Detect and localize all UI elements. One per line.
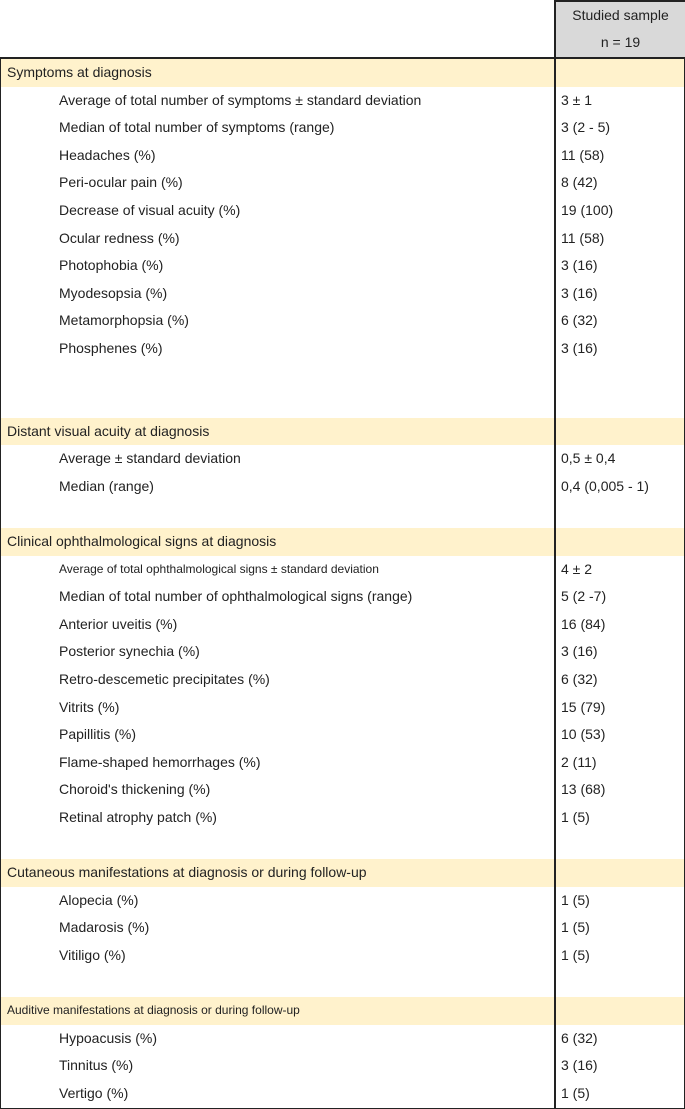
blank-cell	[1, 390, 554, 418]
row-label: Photophobia (%)	[59, 257, 164, 274]
blank-row	[1, 390, 684, 418]
row-label: Average of total number of symptoms ± standard deviation	[59, 91, 422, 108]
table-row	[1, 583, 684, 611]
row-value: 3 (16)	[554, 252, 684, 280]
blank-cell	[554, 390, 684, 418]
section-value-cell	[554, 997, 684, 1025]
column-header-title: Studied sample	[572, 7, 669, 23]
row-label: Hypoacusis (%)	[59, 1029, 158, 1046]
row-label: Alopecia (%)	[59, 891, 139, 908]
table-row	[1, 1025, 684, 1053]
table-row	[1, 1080, 684, 1108]
row-value: 19 (100)	[554, 197, 684, 225]
column-header-n: n = 19	[600, 34, 641, 50]
row-label: Madarosis (%)	[59, 919, 150, 936]
blank-row	[1, 970, 684, 998]
table-row	[1, 887, 684, 915]
row-value: 1 (5)	[554, 887, 684, 915]
table-row	[1, 87, 684, 115]
row-value: 3 (2 - 5)	[554, 114, 684, 142]
table-row	[1, 914, 684, 942]
row-label: Posterior synechia (%)	[59, 643, 200, 660]
table-row	[1, 611, 684, 639]
row-label: Tinnitus (%)	[59, 1057, 134, 1074]
row-label: Retinal atrophy patch (%)	[59, 809, 217, 826]
blank-cell	[1, 970, 554, 998]
row-label: Myodesopsia (%)	[59, 284, 168, 301]
row-value: 3 (16)	[554, 335, 684, 363]
table-row	[1, 638, 684, 666]
section-header-row	[1, 418, 684, 446]
row-label: Peri-ocular pain (%)	[59, 174, 183, 191]
row-value: 6 (32)	[554, 1025, 684, 1053]
row-value: 3 (16)	[554, 638, 684, 666]
table-row	[1, 776, 684, 804]
row-label: Anterior uveitis (%)	[59, 615, 178, 632]
column-header-studied-sample	[554, 0, 685, 58]
row-value: 2 (11)	[554, 749, 684, 777]
section-header-row	[1, 59, 684, 87]
section-value-cell	[554, 418, 684, 446]
row-label: Average ± standard deviation	[59, 450, 241, 467]
table-row	[1, 335, 684, 363]
blank-row	[1, 363, 684, 391]
blank-cell	[1, 501, 554, 529]
table-row	[1, 197, 684, 225]
row-label: Papillitis (%)	[59, 726, 137, 743]
row-value: 3 (16)	[554, 280, 684, 308]
table-row	[1, 721, 684, 749]
row-label: Headaches (%)	[59, 146, 156, 163]
blank-cell	[554, 501, 684, 529]
table-row	[1, 307, 684, 335]
row-value: 13 (68)	[554, 776, 684, 804]
row-value: 11 (58)	[554, 142, 684, 170]
row-label: Ocular redness (%)	[59, 229, 180, 246]
row-value: 1 (5)	[554, 804, 684, 832]
row-label: Retro-descemetic precipitates (%)	[59, 671, 270, 688]
row-value: 1 (5)	[554, 1080, 684, 1108]
row-label: Phosphenes (%)	[59, 339, 163, 356]
blank-cell	[1, 363, 554, 391]
row-label: Median (range)	[59, 477, 154, 494]
section-title: Cutaneous manifestations at diagnosis or during follow-up	[1, 859, 554, 887]
table-row	[1, 225, 684, 253]
row-value: 6 (32)	[554, 307, 684, 335]
row-value: 11 (58)	[554, 225, 684, 253]
row-value: 1 (5)	[554, 914, 684, 942]
blank-row	[1, 832, 684, 860]
row-value: 10 (53)	[554, 721, 684, 749]
table-row	[1, 694, 684, 722]
row-value: 3 (16)	[554, 1052, 684, 1080]
row-label: Median of total number of ophthalmological signs (range)	[59, 588, 413, 605]
row-value: 16 (84)	[554, 611, 684, 639]
table-row	[1, 556, 684, 584]
section-title: Symptoms at diagnosis	[1, 59, 554, 87]
row-label: Vitiligo (%)	[59, 947, 126, 963]
row-value: 0,5 ± 0,4	[554, 445, 684, 473]
table-row	[1, 942, 684, 970]
table-row	[1, 142, 684, 170]
table-row	[1, 114, 684, 142]
row-label: Flame-shaped hemorrhages (%)	[59, 753, 261, 770]
row-value: 8 (42)	[554, 169, 684, 197]
section-header-row	[1, 997, 684, 1025]
row-value: 15 (79)	[554, 694, 684, 722]
section-value-cell	[554, 859, 684, 887]
results-table	[0, 57, 685, 1109]
table-row	[1, 445, 684, 473]
table-row	[1, 280, 684, 308]
table-row	[1, 749, 684, 777]
table-row	[1, 666, 684, 694]
row-value: 3 ± 1	[554, 87, 684, 115]
blank-cell	[554, 970, 684, 998]
table-row	[1, 252, 684, 280]
row-label: Vertigo (%)	[59, 1084, 129, 1101]
section-value-cell	[554, 59, 684, 87]
table-row	[1, 169, 684, 197]
blank-cell	[554, 832, 684, 860]
row-label: Metamorphopsia (%)	[59, 312, 189, 329]
row-value: 6 (32)	[554, 666, 684, 694]
row-label: Decrease of visual acuity (%)	[59, 201, 241, 218]
blank-cell	[554, 363, 684, 391]
table-row	[1, 804, 684, 832]
row-label: Average of total ophthalmological signs ± standard deviation	[59, 561, 379, 576]
table-row	[1, 1052, 684, 1080]
section-header-row	[1, 859, 684, 887]
row-label: Vitrits (%)	[59, 698, 120, 715]
row-value: 4 ± 2	[554, 556, 684, 584]
table-row	[1, 473, 684, 501]
blank-cell	[1, 832, 554, 860]
row-value: 0,4 (0,005 - 1)	[554, 473, 684, 501]
row-label: Choroid's thickening (%)	[59, 781, 211, 798]
section-value-cell	[554, 528, 684, 556]
section-title: Auditive manifestations at diagnosis or during follow-up	[1, 997, 554, 1025]
row-value: 1 (5)	[554, 942, 684, 970]
blank-row	[1, 501, 684, 529]
section-title: Clinical ophthalmological signs at diagnosis	[1, 528, 554, 556]
section-header-row	[1, 528, 684, 556]
section-title: Distant visual acuity at diagnosis	[1, 418, 554, 446]
row-label: Median of total number of symptoms (range)	[59, 119, 335, 136]
row-value: 5 (2 -7)	[554, 583, 684, 611]
